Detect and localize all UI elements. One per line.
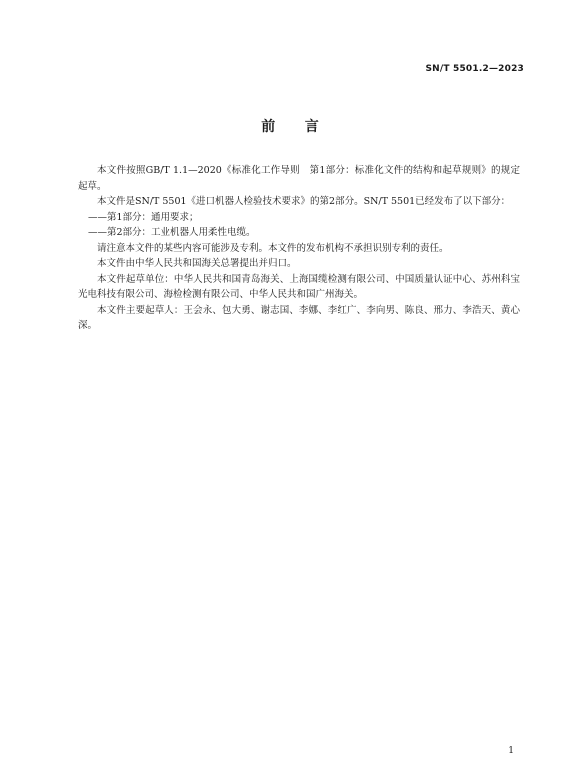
page-title: 前 言 (261, 119, 321, 135)
list-item-part-1: ——第1部分：通用要求； (88, 211, 199, 223)
paragraph-proposed-by: 本文件由中华人民共和国海关总署提出并归口。 (97, 258, 297, 269)
list-item-part-2: ——第2部分：工业机器人用柔性电缆。 (88, 227, 256, 238)
document-code: SN/T 5501.2—2023 (425, 64, 524, 74)
foreword-body (78, 163, 520, 334)
paragraph-series-part: 本文件是SN/T 5501《进口机器人检验技术要求》的第2部分。SN/T 5501已经发布了以下部分： (97, 196, 511, 207)
paragraph-drafting-rules: 本文件按照GB/T 1.1—2020《标准化工作导则 第1部分：标准化文件的结构和起草规则》的规定起草。 (78, 165, 520, 192)
paragraph-drafters: 本文件主要起草人：王会永、包大勇、谢志国、李娜、李红广、李向男、陈良、邢力、李浩天、黄心深。 (78, 304, 520, 331)
page-number: 1 (508, 746, 514, 756)
paragraph-patent-notice: 请注意本文件的某些内容可能涉及专利。本文件的发布机构不承担识别专利的责任。 (97, 242, 449, 254)
paragraph-drafting-units: 本文件起草单位：中华人民共和国青岛海关、上海国缆检测有限公司、中国质量认证中心、苏州科宝光电科技有限公司、海检检测有限公司、中华人民共和国广州海关。 (78, 273, 520, 300)
